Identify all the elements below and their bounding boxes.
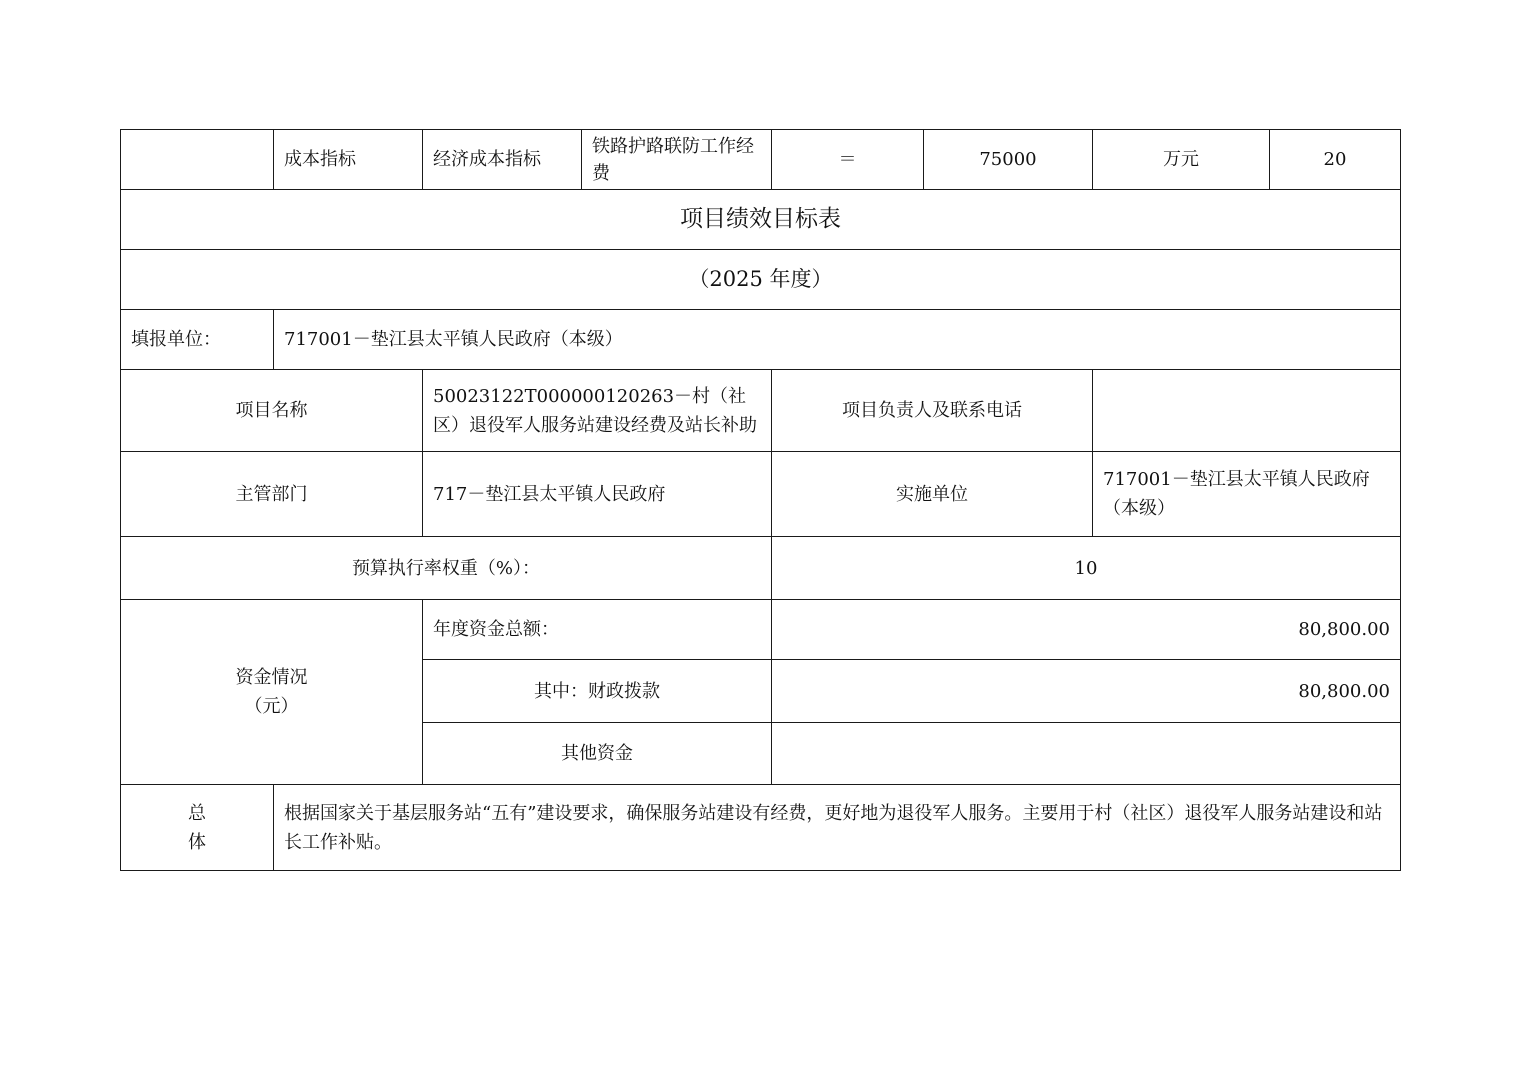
department-row <box>121 452 1401 537</box>
indicator-level2-cell: 经济成本指标 <box>423 130 582 190</box>
overall-goal-label-line1: 总 <box>188 802 206 824</box>
funds-fiscal-value: 80,800.00 <box>772 660 1401 723</box>
implementing-unit-value: 717001－垫江县太平镇人民政府（本级） <box>1093 452 1401 537</box>
indicator-level0-cell <box>121 130 274 190</box>
reporting-unit-label: 填报单位： <box>121 310 274 370</box>
performance-target-table <box>120 129 1401 871</box>
overall-goal-label-line2: 体 <box>188 831 206 853</box>
overall-goal-text: 根据国家关于基层服务站“五有”建设要求，确保服务站建设有经费，更好地为退役军人服务。主要用于村（社区）退役军人服务站建设和站长工作补贴。 <box>274 785 1401 871</box>
funds-other-value <box>772 723 1401 785</box>
indicator-operator-cell: ＝ <box>772 130 924 190</box>
funds-other-label: 其他资金 <box>423 723 772 785</box>
funds-label-line2: （元） <box>244 696 299 717</box>
project-contact-value <box>1093 370 1401 452</box>
indicator-name-cell: 铁路护路联防工作经费 <box>582 130 772 190</box>
project-name-row <box>121 370 1401 452</box>
funds-label <box>121 600 423 785</box>
implementing-unit-label: 实施单位 <box>772 452 1093 537</box>
funds-label-line1: 资金情况 <box>235 667 308 688</box>
project-name-label: 项目名称 <box>121 370 423 452</box>
overall-goal-label <box>121 785 274 871</box>
funds-total-row <box>121 600 1401 660</box>
budget-weight-value: 10 <box>772 537 1401 600</box>
indicator-level1-cell: 成本指标 <box>274 130 423 190</box>
reporting-unit-row <box>121 310 1401 370</box>
overall-goal-row <box>121 785 1401 871</box>
table-year: （2025 年度） <box>121 250 1401 310</box>
funds-total-label: 年度资金总额： <box>423 600 772 660</box>
project-name-value: 50023122T000000120263－村（社区）退役军人服务站建设经费及站长补助 <box>423 370 772 452</box>
department-value: 717－垫江县太平镇人民政府 <box>423 452 772 537</box>
budget-weight-label: 预算执行率权重（%）： <box>121 537 772 600</box>
subtitle-row <box>121 250 1401 310</box>
budget-weight-row <box>121 537 1401 600</box>
title-row <box>121 190 1401 250</box>
department-label: 主管部门 <box>121 452 423 537</box>
reporting-unit-value: 717001－垫江县太平镇人民政府（本级） <box>274 310 1401 370</box>
project-contact-label: 项目负责人及联系电话 <box>772 370 1093 452</box>
indicator-value-cell: 75000 <box>924 130 1093 190</box>
cost-indicator-row <box>121 130 1401 190</box>
funds-fiscal-label: 其中：财政拨款 <box>423 660 772 723</box>
table-title: 项目绩效目标表 <box>121 190 1401 250</box>
funds-total-value: 80,800.00 <box>772 600 1401 660</box>
indicator-score-cell: 20 <box>1270 130 1401 190</box>
indicator-unit-cell: 万元 <box>1093 130 1270 190</box>
